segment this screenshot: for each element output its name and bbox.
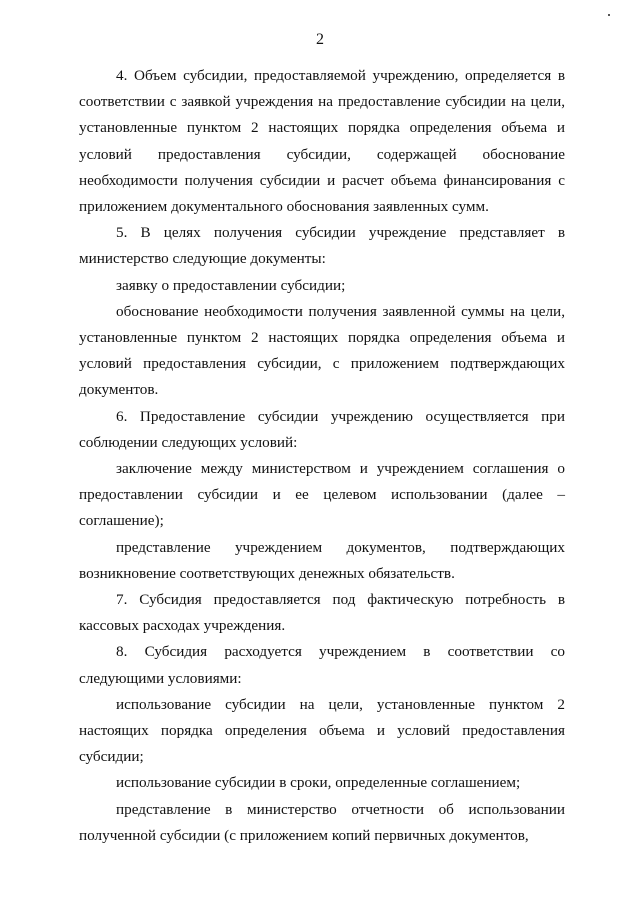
list-item-application: заявку о предоставлении субсидии; [116, 276, 346, 294]
corner-mark [608, 14, 610, 16]
list-item-reporting: представление в министерство отчетности об использовании полученной субсидии (с приложением копий первичных документов, [79, 800, 565, 844]
paragraph-6: 6. Предоставление субсидии учреждению осуществляется при соблюдении следующих условий: [79, 407, 565, 451]
list-item-agreement: заключение между министерством и учреждением соглашения о предоставлении субсидии и ее целевом использовании (далее – соглашение); [79, 460, 565, 530]
document-body [79, 63, 565, 849]
paragraph-5: 5. В целях получения субсидии учреждение представляет в министерство следующие документы: [79, 224, 565, 268]
list-item-purpose: использование субсидии на цели, установленные пунктом 2 настоящих порядка определения объема и условий предоставления субсидии; [79, 695, 565, 766]
list-item-terms: использование субсидии в сроки, определенные соглашением; [116, 774, 521, 792]
paragraph-8: 8. Субсидия расходуется учреждением в соответствии со следующими условиями: [79, 643, 565, 687]
page-number: 2 [316, 31, 324, 48]
list-item-documents: представление учреждением документов, подтверждающих возникновение соответствующих денежных обязательств. [79, 538, 565, 582]
list-item-justification: обоснование необходимости получения заявленной суммы на цели, установленные пунктом 2 настоящих порядка определения объема и условий предоставления субсидии, с приложением подтверждающих документов. [79, 302, 565, 399]
paragraph-4: 4. Объем субсидии, предоставляемой учреждению, определяется в соответствии с заявкой учреждения на предоставление субсидии на цели, установленные пунктом 2 настоящих порядка определения объема и условий предоставления субсидии, содержащей обоснование необходимости получения субсидии и расчет объема финансирования с приложением документального обоснования заявленных сумм. [79, 67, 565, 216]
paragraph-7: 7. Субсидия предоставляется под фактическую потребность в кассовых расходах учреждения. [79, 591, 565, 635]
